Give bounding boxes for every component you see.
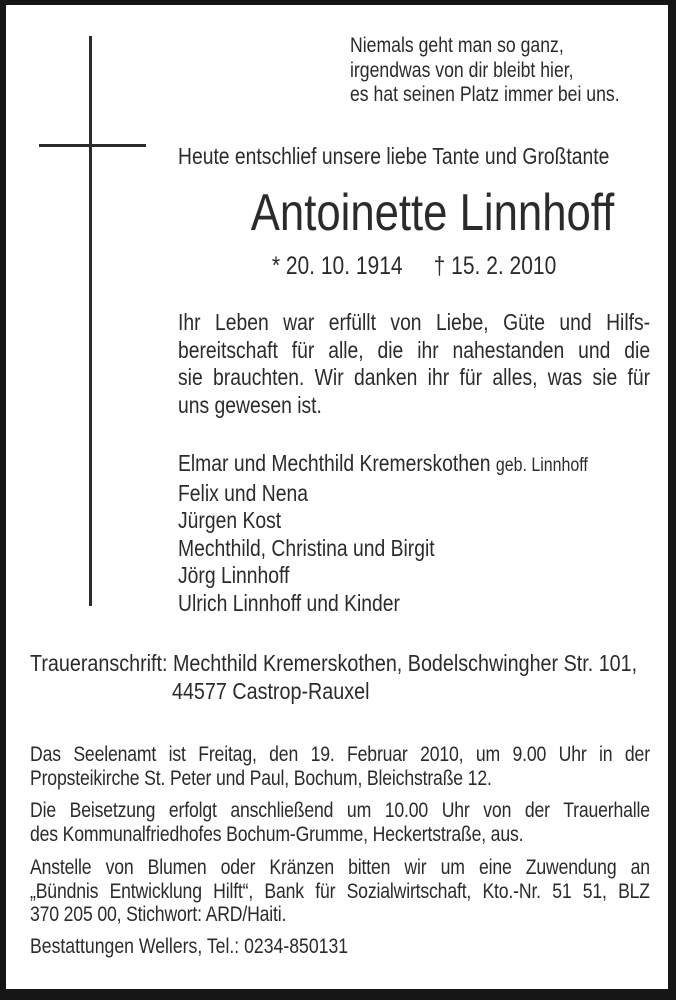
life-dates	[178, 252, 650, 280]
mourner-maiden-name: geb. Linnhoff	[495, 455, 588, 476]
mourning-address	[30, 649, 650, 705]
burial-paragraph: Die Beisetzung erfolgt anschließend um 10.00 Uhr von der Trauerhalle des Kommunalfriedhofes Bochum-Grumme, Heckertstraße, aus.	[30, 799, 650, 846]
deceased-name-text: Antoinette Linnhoff	[250, 184, 615, 242]
mourners-list	[178, 450, 650, 617]
mourner-names: Elmar und Mechthild Kremerskothen	[178, 450, 491, 476]
mourner-line	[178, 450, 650, 480]
cross-icon	[89, 36, 92, 606]
cross-icon-bar	[39, 144, 146, 147]
deceased-name	[178, 185, 650, 241]
epigraph-verse: Niemals geht man so ganz, irgendwas von dir bleibt hier, es hat seinen Platz immer bei uns.	[350, 34, 620, 106]
undertaker-line: Bestattungen Wellers, Tel.: 0234-850131	[30, 935, 349, 958]
birth-date: * 20. 10. 1914	[271, 252, 403, 280]
tribute-paragraph: Ihr Leben war erfüllt von Liebe, Güte und Hilfs- bereitschaft für alle, die ihr nahestanden und die sie brauchten. Wir danken ihr für alles, was sie für uns gewesen ist.	[178, 309, 651, 418]
mourning-address-label: Traueranschrift:	[30, 650, 168, 676]
donation-paragraph: Anstelle von Blumen oder Kränzen bitten wir um eine Zuwendung an „Bündnis Entwicklung Hilft“, Bank für Sozialwirtschaft, Kto.-Nr. 51 51, BLZ 370 205 00, Stichwort: ARD/Haiti.	[30, 856, 650, 926]
death-date: † 15. 2. 2010	[433, 252, 557, 280]
mourning-address-line1	[30, 649, 650, 677]
mourning-address-street: Mechthild Kremerskothen, Bodelschwingher Str. 101,	[172, 650, 638, 676]
intro-line: Heute entschlief unsere liebe Tante und Großtante	[178, 143, 610, 169]
mourning-address-city: 44577 Castrop-Rauxel	[171, 678, 370, 704]
service-paragraph: Das Seelenamt ist Freitag, den 19. Februar 2010, um 9.00 Uhr in der Propsteikirche St. Peter und Paul, Bochum, Bleichstraße 12.	[30, 743, 650, 790]
mourner-lines: Felix und Nena Jürgen Kost Mechthild, Christina und Birgit Jörg Linnhoff Ulrich Linnhoff und Kinder	[178, 479, 435, 616]
